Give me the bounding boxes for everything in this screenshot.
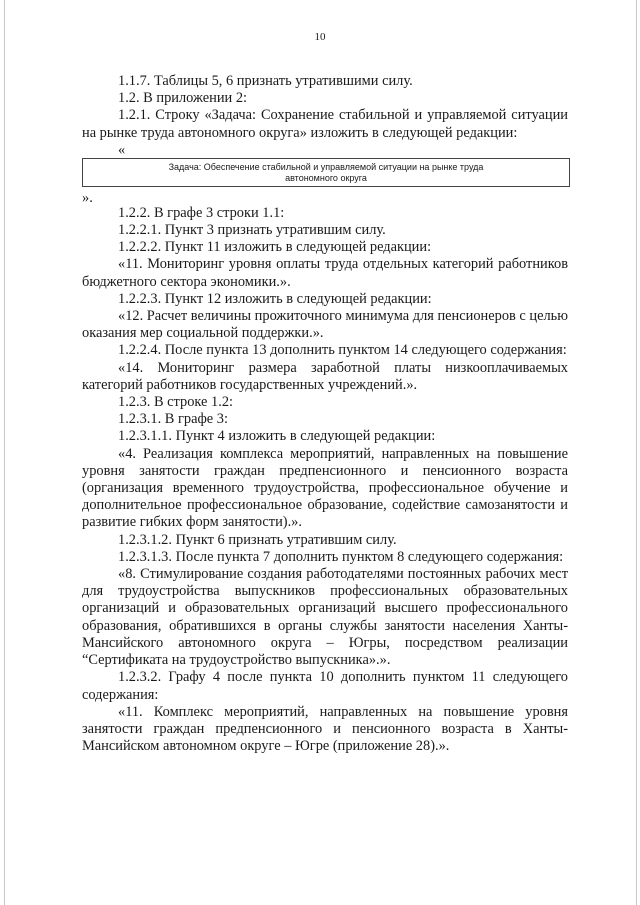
task-table	[82, 158, 570, 187]
quote-close-mark: ».	[82, 189, 93, 206]
paragraph: «4. Реализация комплекса мероприятий, направленных на повышение уровня занятости граждан предпенсионного и пенсионного возраста (организация временного трудоустройства, профессиональное обучение и дополнительное профессиональное образование, содействие самозанятости и развитие гибких форм занятости).».	[82, 445, 568, 531]
page-number: 10	[314, 31, 326, 43]
paragraph: 1.1.7. Таблицы 5, 6 признать утратившими силу.	[118, 73, 413, 89]
paragraph: 1.2.2.1. Пункт 3 признать утратившим силу.	[118, 222, 386, 239]
paragraph: 1.2.3.1. В графе 3:	[118, 411, 228, 428]
paragraph: 1.2.3.1.2. Пункт 6 признать утратившим силу.	[118, 531, 397, 548]
paragraph: 1.2.3.1.1. Пункт 4 изложить в следующей редакции:	[118, 428, 436, 445]
paragraph: 1.2.1. Строку «Задача: Сохранение стабильной и управляемой ситуации на рынке труда автономного округа» изложить в следующей редакции:	[82, 107, 568, 141]
scan-edge-left	[4, 0, 5, 905]
paragraph: «11. Мониторинг уровня оплаты труда отдельных категорий работников бюджетного сектора экономики.».	[82, 256, 568, 290]
paragraph: 1.2. В приложении 2:	[118, 90, 248, 107]
quote-open-mark: «	[118, 141, 126, 158]
paragraph: 1.2.3.1.3. После пункта 7 дополнить пунктом 8 следующего содержания:	[118, 548, 564, 565]
paragraph: «11. Комплекс мероприятий, направленных на повышение уровня занятости граждан предпенсионного и пенсионного возраста в Ханты-Мансийском автономном округе – Югре (приложение 28).».	[82, 703, 568, 755]
paragraph: 1.2.2.3. Пункт 12 изложить в следующей редакции:	[118, 290, 432, 307]
task-table-line: Задача: Обеспечение стабильной и управляемой ситуации на рынке труда	[168, 161, 484, 172]
task-table-line: автономного округа	[285, 172, 367, 183]
document-body	[82, 73, 568, 755]
paragraph: «14. Мониторинг размера заработной платы низкооплачиваемых категорий работников государственных учреждений.».	[82, 359, 568, 393]
paragraph: «8. Стимулирование создания работодателями постоянных рабочих мест для трудоустройства выпускников профессиональных образовательных организаций и образовательных организаций высшего профессионального образования, обратившихся в органы службы занятости населения Ханты-Мансийского автономного округа – Югры, посредством реализации “Сертификата на трудоустройство выпускника».».	[82, 566, 568, 669]
scan-edge-right	[636, 0, 637, 905]
paragraph: 1.2.3. В строке 1.2:	[118, 394, 234, 411]
paragraph: 1.2.2. В графе 3 строки 1.1:	[118, 204, 285, 221]
paragraph: «12. Расчет величины прожиточного минимума для пенсионеров с целью оказания мер социальной поддержки.».	[82, 308, 568, 342]
paragraph: 1.2.2.2. Пункт 11 изложить в следующей редакции:	[118, 239, 432, 256]
paragraph: 1.2.3.2. Графу 4 после пункта 10 дополнить пунктом 11 следующего содержания:	[82, 669, 568, 703]
paragraph: 1.2.2.4. После пункта 13 дополнить пунктом 14 следующего содержания:	[118, 342, 567, 359]
